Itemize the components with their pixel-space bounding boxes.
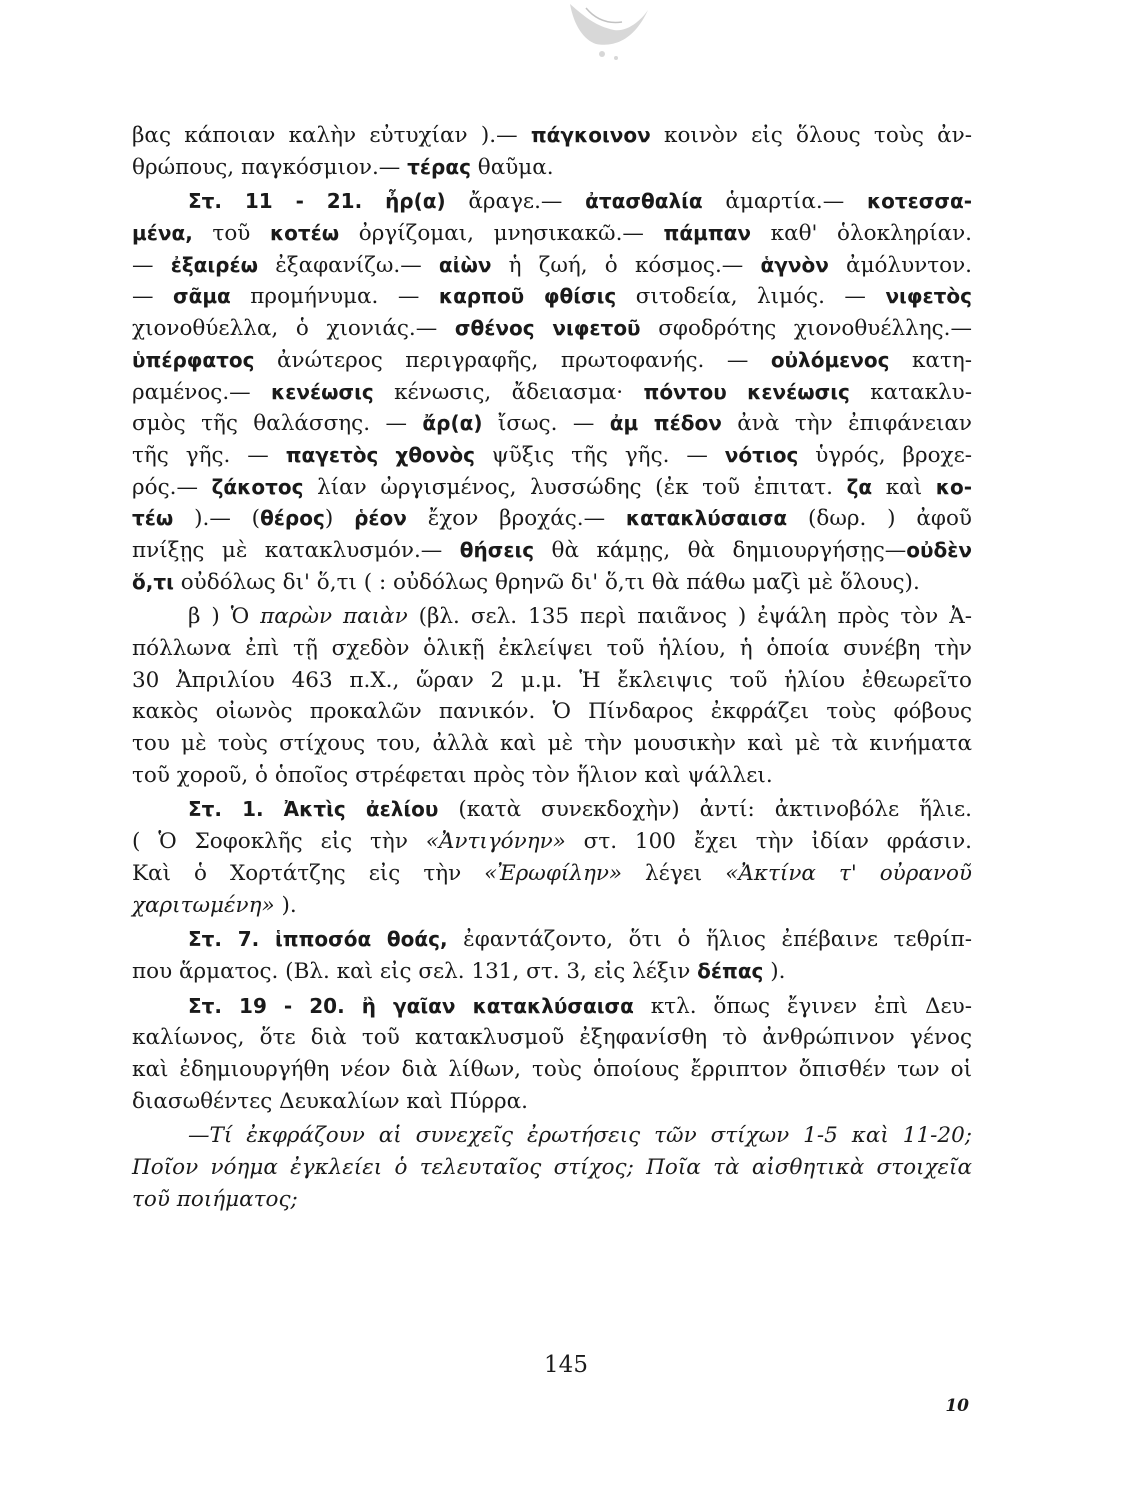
text-run: ἀνὰ τὴν ἐπιφάνειαν	[721, 411, 972, 437]
text-run: τῆς γῆς. —	[132, 442, 286, 468]
text-run: ρός.—	[132, 474, 212, 500]
text-run: Καὶ ὁ Χορτάτζης εἰς τὴν	[132, 860, 485, 886]
lemma: ἐξαιρέω	[170, 252, 259, 277]
text-run: ραμένος.—	[132, 379, 272, 405]
text-run: θαῦμα.	[470, 154, 554, 180]
text-run: (βλ. σελ. 135 περὶ παιᾶνος ) ἐψάλη πρὸς τὸν Ἀ-	[407, 604, 972, 630]
text-line	[132, 218, 972, 250]
text-run: )	[324, 506, 355, 532]
text-line	[132, 1022, 972, 1054]
text-line	[132, 601, 972, 633]
text-run: κατη-	[889, 347, 972, 373]
italic-text: παρὼν παιὰν	[260, 604, 408, 630]
lemma: πόντου κενέωσις	[643, 379, 850, 404]
text-run: πνίξῃς μὲ κατακλυσμόν.—	[132, 537, 460, 563]
text-line	[132, 503, 972, 535]
text-run: καὶ	[872, 474, 936, 500]
text-line	[132, 991, 972, 1023]
lemma: κοτεσσα-	[866, 189, 972, 214]
text-run: θὰ κάμῃς, θὰ δημιουργήσῃς—	[534, 537, 907, 563]
text-line	[132, 1184, 972, 1216]
text-run: τοῦ χοροῦ, ὁ ὁποῖος στρέφεται πρὸς τὸν ἥλιον καὶ ψάλλει.	[132, 762, 773, 788]
text-run: στ. 100 ἔχει τὴν ἰδίαν φράσιν.	[565, 829, 972, 855]
text-run: βας κάποιαν καλὴν εὐτυχίαν ).—	[132, 123, 531, 148]
page-number: 145	[544, 1352, 588, 1378]
text-run: ἔχον βροχάς.—	[406, 506, 626, 532]
lemma: μένα,	[132, 221, 193, 246]
text-line	[132, 1120, 972, 1152]
text-line	[132, 760, 972, 792]
lemma: ὅ,τι	[132, 569, 174, 594]
lemma: ζάκοτος	[211, 474, 304, 499]
text-run: τοῦ	[192, 221, 270, 247]
lemma: σθένος νιφετοῦ	[454, 316, 641, 341]
text-run: ὑγρός, βροχε-	[798, 442, 972, 468]
italic-text: «Ἀντιγόνην»	[425, 829, 566, 855]
text-line	[132, 250, 972, 282]
lemma: πάμπαν	[663, 221, 752, 246]
text-run: ἀμόλυντον.	[828, 252, 972, 278]
text-line	[132, 313, 972, 345]
text-run: καλίωνος, ὅτε διὰ τοῦ κατακλυσμοῦ ἐξηφανίσθη τὸ ἀνθρώπινον γένος	[132, 1025, 972, 1051]
text-run: ( Ὁ Σοφοκλῆς εἰς τὴν	[132, 829, 426, 855]
lemma: οὐλόμενος	[770, 347, 890, 372]
lemma: νότιος	[724, 442, 799, 467]
lemma: αἰὼν	[438, 252, 492, 277]
text-line	[132, 472, 972, 504]
text-line	[132, 924, 972, 956]
lemma: τέρας	[407, 154, 471, 179]
text-run: που ἅρματος. (Βλ. καὶ εἰς σελ. 131, στ. 3, εἰς λέξιν	[132, 958, 698, 984]
text-run: ἀνώτερος περιγραφῆς, πρωτοφανής. —	[254, 347, 771, 373]
lemma: Στ. 11 - 21. ἦρ(α)	[188, 189, 446, 214]
text-run: ὀργίζομαι, μνησικακῶ.—	[339, 221, 664, 247]
text-run: λέγει	[622, 860, 726, 886]
text-run: χιονοθύελλα, ὁ χιονιάς.—	[132, 316, 455, 342]
text-line	[132, 728, 972, 760]
text-run: κένωσις, ἄδειασμα·	[373, 379, 644, 405]
text-run: ἁμαρτία.—	[702, 189, 867, 215]
text-run: σιτοδεία, λιμός. —	[616, 284, 886, 310]
text-run: καὶ ἐδημιουργήθη νέον διὰ λίθων, τοὺς ὁποίους ἔρριπτον ὄπισθέν των οἱ	[132, 1056, 972, 1082]
text-run: —	[132, 284, 174, 310]
text-line	[132, 1086, 972, 1118]
text-run: ψῦξις τῆς γῆς. —	[475, 442, 725, 468]
text-run: β ) Ὁ	[188, 604, 261, 630]
lemma: κοτέω	[269, 221, 340, 246]
lemma: θέρος	[260, 506, 325, 531]
signature-mark: 10	[945, 1396, 969, 1416]
text-line	[132, 152, 972, 184]
text-line	[132, 408, 972, 440]
text-run: πόλλωνα ἐπὶ τῇ σχεδὸν ὁλικῇ ἐκλείψει τοῦ ἡλίου, ἡ ὁποία συνέβη τὴν	[132, 636, 972, 661]
lemma: Στ. 1. Ἀκτὶς ἀελίου	[188, 797, 439, 822]
lemma: ἀμ πέδον	[609, 411, 722, 436]
text-run: λίαν ὠργισμένος, λυσσώδης (ἐκ τοῦ ἐπιτατ.	[303, 474, 847, 500]
text-line	[132, 120, 972, 152]
text-run: του μὲ τοὺς στίχους του, ἀλλὰ καὶ μὲ τὴν μουσικὴν καὶ μὲ τὰ κινήματα	[132, 731, 972, 757]
text-line	[132, 956, 972, 988]
text-line	[132, 858, 972, 890]
text-line	[132, 186, 972, 218]
text-run: (κατὰ συνεκδοχὴν) ἀντί: ἀκτινοβόλε ἥλιε.	[438, 797, 973, 823]
lemma: κατακλύσαισα	[625, 506, 788, 531]
lemma: σᾶμα	[173, 284, 231, 309]
text-line	[132, 440, 972, 472]
lemma: ῥέον	[354, 506, 407, 531]
text-line	[132, 696, 972, 728]
text-run: σμὸς τῆς θαλάσσης. —	[132, 411, 423, 437]
text-run: (δωρ. ) ἀφοῦ	[787, 506, 972, 532]
text-line	[132, 1054, 972, 1086]
lemma: τέω	[132, 506, 174, 531]
text-run: θρώπους, παγκόσμιον.—	[132, 154, 408, 180]
text-line	[132, 890, 972, 922]
lemma: καρποῦ φθίσις	[438, 284, 617, 309]
page-text	[132, 120, 972, 1215]
lemma: θήσεις	[459, 537, 535, 562]
text-run: ἡ ζωή, ὁ κόσμος.—	[491, 252, 761, 278]
lemma: κενέωσις	[271, 379, 374, 404]
italic-text: «Ἀκτίνα τ' οὐρανοῦ	[725, 860, 972, 886]
text-run: ἴσως. —	[482, 411, 610, 437]
lemma: δέπας	[697, 958, 764, 983]
lemma: ἀτασθαλία	[585, 189, 703, 214]
text-run: προμήνυμα. —	[230, 284, 439, 310]
lemma: ἁγνὸν	[760, 252, 829, 277]
text-line	[132, 281, 972, 313]
italic-text: χαριτωμένη»	[132, 892, 275, 918]
lemma: ζα	[846, 474, 873, 499]
lemma: πάγκοινον	[530, 123, 651, 147]
text-line	[132, 567, 972, 599]
text-line	[132, 794, 972, 826]
text-line	[132, 633, 972, 665]
lemma: Στ. 7. ἱπποσόα θοάς,	[188, 927, 448, 952]
text-line	[132, 345, 972, 377]
text-line	[132, 377, 972, 409]
italic-text: «Ἐρωφίλην»	[484, 860, 623, 886]
text-line	[132, 1152, 972, 1184]
text-run: 30 Ἀπριλίου 463 π.Χ., ὥραν 2 μ.μ. Ἡ ἔκλειψις τοῦ ἡλίου ἐθεωρεῖτο	[132, 667, 972, 693]
italic-text: Ποῖον νόημα ἐγκλείει ὁ τελευταῖος στίχος; Ποῖα τὰ αἰσθητικὰ στοιχεῖα	[132, 1155, 972, 1180]
text-line	[132, 826, 972, 858]
lemma: Στ. 19 - 20. ἢ γαῖαν κατακλύσαισα	[188, 993, 634, 1018]
lemma: παγετὸς χθονὸς	[285, 442, 476, 467]
text-run: καθ' ὁλοκληρίαν.	[751, 221, 973, 247]
text-run: ).	[274, 892, 297, 918]
text-run: κοινὸν εἰς ὅλους τοὺς ἀν-	[650, 123, 972, 148]
text-run: ).	[763, 958, 786, 984]
text-run: σφοδρότης χιονοθυέλλης.—	[640, 316, 972, 342]
lemma: οὐδὲν	[906, 537, 972, 562]
text-run: οὐδόλως δι' ὅ,τι ( : οὐδόλως θρηνῶ δι' ὅ,τι θὰ πάθω μαζὶ μὲ ὅλους).	[173, 569, 920, 595]
text-line	[132, 665, 972, 697]
italic-text: —Τί ἐκφράζουν αἱ συνεχεῖς ἐρωτήσεις τῶν στίχων 1-5 καὶ 11-20;	[188, 1123, 972, 1149]
lemma: ἄρ(α)	[422, 411, 483, 436]
text-run: διασωθέντες Δευκαλίων καὶ Πύρρα.	[132, 1088, 529, 1114]
lemma: νιφετὸς	[885, 284, 972, 309]
text-run: κακὸς οἰωνὸς προκαλῶν πανικόν. Ὁ Πίνδαρος ἐκφράζει τοὺς φόβους	[132, 699, 972, 725]
text-run: —	[132, 252, 171, 278]
text-run: ἄραγε.—	[445, 189, 586, 215]
text-run: ἐφαντάζοντο, ὅτι ὁ ἥλιος ἐπέβαινε τεθρίπ-	[447, 927, 972, 953]
text-run: κατακλυ-	[849, 379, 972, 405]
scan-smudge	[556, 0, 676, 70]
text-run: ἐξαφανίζω.—	[258, 252, 439, 278]
text-run: κτλ. ὅπως ἔγινεν ἐπὶ Δευ-	[633, 993, 973, 1019]
lemma: ὑπέρφατος	[132, 347, 255, 372]
text-line	[132, 535, 972, 567]
lemma: κο-	[935, 474, 973, 499]
italic-text: τοῦ ποιήματος;	[132, 1186, 298, 1212]
text-run: ).— (	[173, 506, 261, 532]
